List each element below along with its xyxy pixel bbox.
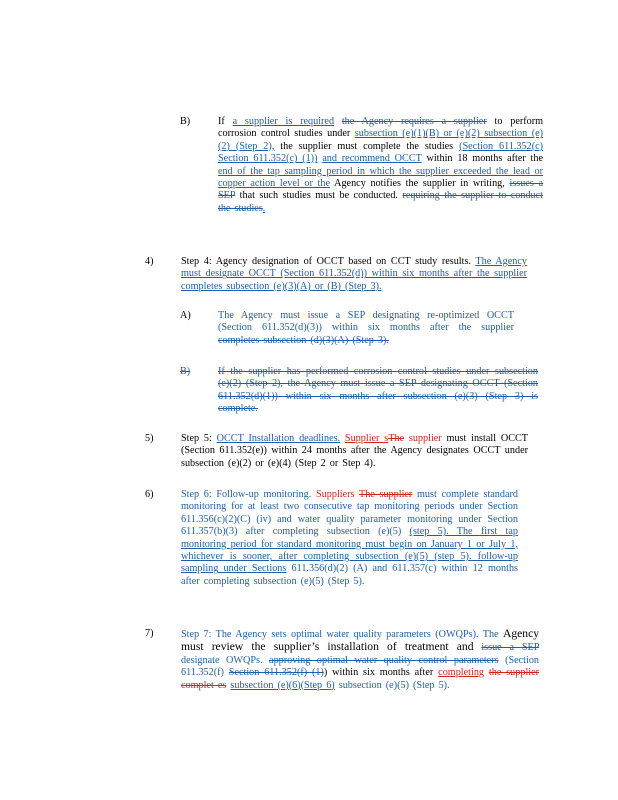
step-label: 6) [145, 489, 154, 500]
deleted-text: completes subsection (d)(3)(A) (Step 3). [218, 334, 389, 346]
inserted-text: subsection (e)(6)(Step 6) [230, 679, 335, 691]
clause-text [218, 366, 538, 416]
step-label: 7) [145, 628, 154, 639]
inserted-text: The Agency must designate OCCT (Section 611.352(d)) within six months after the supplier completes subsection (e)(3)(A) or (B) (Step 3). [181, 256, 527, 292]
inserted-text: OCCT Installation deadlines. [216, 433, 341, 444]
inserted-text: subsection (e)(1)(B) or (e)(2) subsection (e)(2) (Step 2), [218, 128, 544, 152]
clause-label: A) [180, 310, 191, 321]
inserted-text: and recommend OCCT [322, 153, 422, 165]
step-text: Step 7: The Agency sets optimal water quality parameters (OWQPs). The Agency must review the supplier’s installation of treatment and issue a SEP designate OWQPs. approving optimal water quality control parameters (Section 611.352(f) Section 611.352(f) (1)) within six months after completing the supplier complet es subsection (e)(6)(Step 6) subsection (e)(5) (Step 5). [181, 627, 540, 691]
step-text: Step 4: Agency designation of OCCT based on CCT study results. The Agency must designate OCCT (Section 611.352(d)) within six months after the supplier completes subsection (e)(3)(A) or (B) (Step 3). [181, 256, 527, 292]
deleted-text: If the supplier has performed corrosion control studies under subsection (e)(2) (Step 2), the Agency must issue a SEP designating OCCT (Section 611.352(d)(1)) within six months after subsection (e)(3) (Step 3) is complete. [218, 366, 538, 415]
deleted-text: The [388, 433, 405, 444]
clause-label: B) [180, 366, 191, 377]
clause-text: If a supplier is required the Agency requires a supplier to perform corrosion control studies under subsection (e)(1)(B) or (e)(2) subsection (e)(2) (Step 2), the supplier must complete the studies (Section 611.352(c) Section 611.352(c) (1)) and recommend OCCT within 18 months after the end of the tap sampling period in which the supplier exceeded the lead or copper action level or the Agency notifies the supplier in writing, issues a SEP that such studies must be conducted. requiring the supplier to conduct the studies. [218, 116, 544, 214]
step-text: Step 6: Follow-up monitoring. Suppliers The supplier must complete standard monitoring for at least two consecutive tap monitoring periods under Section 611.356(c)(2)(C) (iv) and water quality parameter monitoring under Section 611.357(b)(3) after completing subsection (e)(5) (step 5). The first tap monitoring period for standard monitoring must begin on January 1 or July 1, whichever is sooner, after completing subsection (e)(5) (step 5). follow-up sampling under Sections 611.356(d)(2) (A) and 611.357(c) within 12 months after completing subsection (e)(5) (Step 5). [181, 489, 519, 587]
inserted-text: (Section 611.352(c) Section 611.352(c) (1)) [218, 140, 544, 165]
inserted-text: completing [438, 667, 485, 679]
clause-label: B) [180, 116, 191, 127]
inserted-text: (step 5). The first tap monitoring period for standard monitoring must begin on January 1 or July 1, whichever is sooner, after completing subsection (e)(5) (step 5). follow-up sampling under Sections [181, 526, 518, 575]
deleted-text: The supplier [358, 489, 413, 500]
inserted-text: Supplier s [344, 433, 389, 444]
step-label: 5) [145, 433, 154, 444]
deleted-text: the supplier complet es [181, 667, 540, 691]
deleted-text: issue a SEP [481, 642, 539, 654]
step-text: Step 5: OCCT Installation deadlines. Supplier sThe supplier must install OCCT (Section 611.352(e)) within 24 months after the Agency designates OCCT under subsection (e)(2) or (e)(4) (Step 2 or Step 4). [181, 433, 529, 469]
deleted-text: approving optimal water quality control parameters [269, 654, 499, 666]
deleted-text: Section 611.352(f) (1) [228, 667, 324, 679]
inserted-text: end of the tap sampling period in which the supplier exceeded the lead or copper action level or the [218, 165, 543, 190]
clause-text: The Agency must issue a SEP designating re-optimized OCCT (Section 611.352(d)(3)) within six months after the supplier completes subsection (d)(3)(A) (Step 3). [218, 310, 514, 346]
deleted-text: issues a SEP [218, 178, 544, 202]
deleted-text: the Agency requires a supplier [341, 116, 487, 127]
step-label: 4) [145, 256, 154, 267]
deleted-text: requiring the supplier to conduct the studies [218, 190, 543, 214]
inserted-text: a supplier is required [232, 116, 335, 127]
